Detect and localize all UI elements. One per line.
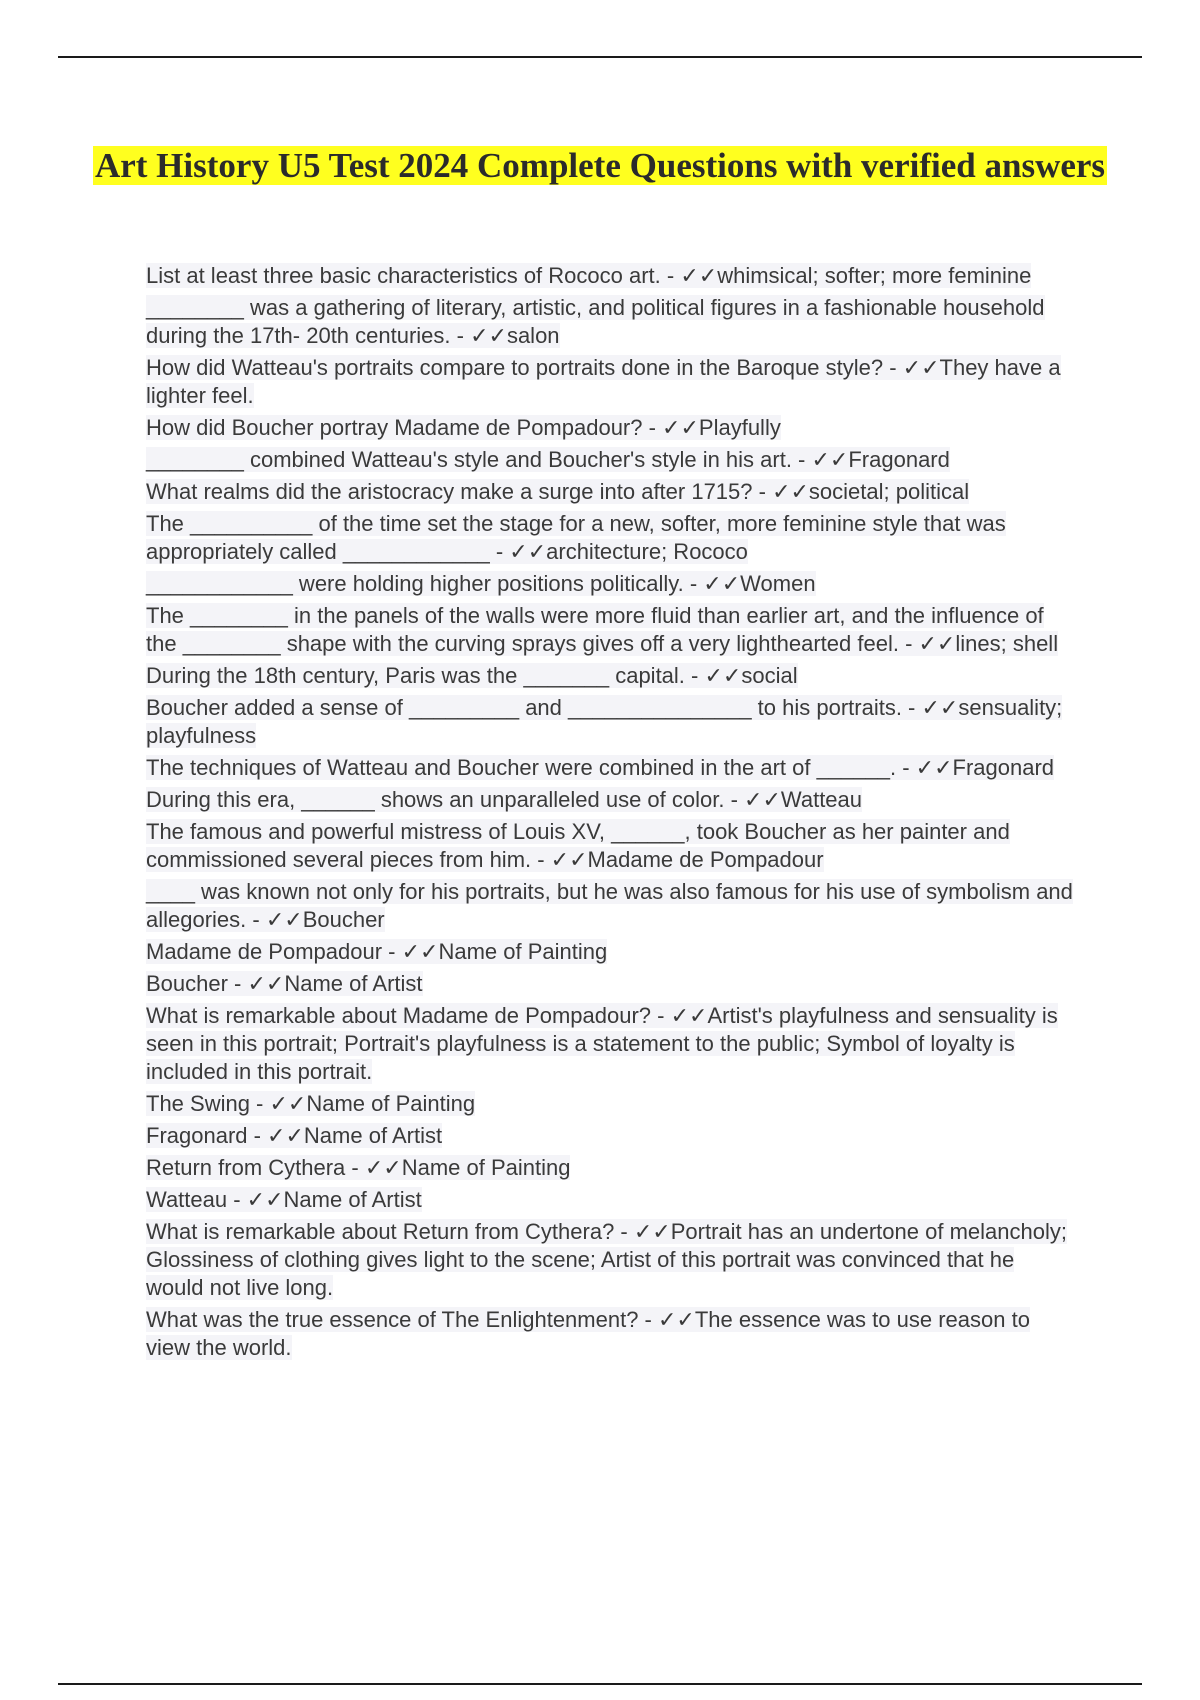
- qa-item: [146, 786, 1076, 814]
- qa-text: The __________ of the time set the stage for a new, softer, more feminine style that was appropriately called ____________ - ✓✓architecture; Rococo: [146, 511, 1006, 564]
- qa-text: List at least three basic characteristics of Rococo art. - ✓✓whimsical; softer; more feminine: [146, 263, 1032, 288]
- qa-item: [146, 1186, 1076, 1214]
- qa-item: [146, 938, 1076, 966]
- qa-text: What realms did the aristocracy make a surge into after 1715? - ✓✓societal; political: [146, 479, 970, 504]
- qa-item: [146, 1154, 1076, 1182]
- title-block: [60, 145, 1140, 187]
- qa-item: [146, 478, 1076, 506]
- qa-text: ____ was known not only for his portraits, but he was also famous for his use of symbolism and allegories. - ✓✓Boucher: [146, 879, 1073, 932]
- qa-text: ____________ were holding higher positions politically. - ✓✓Women: [146, 571, 816, 596]
- qa-item: [146, 602, 1076, 658]
- qa-text: The techniques of Watteau and Boucher were combined in the art of ______. - ✓✓Fragonard: [146, 755, 1055, 780]
- qa-item: [146, 818, 1076, 874]
- qa-text: Boucher added a sense of _________ and _______________ to his portraits. - ✓✓sensuality; playfulness: [146, 695, 1063, 748]
- qa-text: Return from Cythera - ✓✓Name of Painting: [146, 1155, 571, 1180]
- bottom-rule: [58, 1683, 1142, 1685]
- qa-text: What is remarkable about Return from Cythera? - ✓✓Portrait has an undertone of melancholy; Glossiness of clothing gives light to the scene; Artist of this portrait was convinced that he would not live long.: [146, 1219, 1067, 1300]
- qa-item: [146, 1122, 1076, 1150]
- qa-text: The famous and powerful mistress of Louis XV, ______, took Boucher as her painter and commissioned several pieces from him. - ✓✓Madame de Pompadour: [146, 819, 1010, 872]
- qa-list: [146, 262, 1076, 1366]
- qa-item: [146, 1002, 1076, 1086]
- qa-item: [146, 414, 1076, 442]
- qa-text: During the 18th century, Paris was the _______ capital. - ✓✓social: [146, 663, 798, 688]
- document-title: Art History U5 Test 2024 Complete Questions with verified answers: [94, 146, 1106, 185]
- qa-item: [146, 446, 1076, 474]
- qa-item: [146, 1306, 1076, 1362]
- top-rule: [58, 56, 1142, 58]
- qa-item: [146, 262, 1076, 290]
- qa-text: How did Boucher portray Madame de Pompadour? - ✓✓Playfully: [146, 415, 781, 440]
- qa-text: Madame de Pompadour - ✓✓Name of Painting: [146, 939, 608, 964]
- qa-item: [146, 662, 1076, 690]
- qa-item: [146, 354, 1076, 410]
- qa-text: During this era, ______ shows an unparalleled use of color. - ✓✓Watteau: [146, 787, 863, 812]
- qa-text: Watteau - ✓✓Name of Artist: [146, 1187, 422, 1212]
- qa-text: The Swing - ✓✓Name of Painting: [146, 1091, 476, 1116]
- qa-item: [146, 878, 1076, 934]
- qa-text: ________ combined Watteau's style and Boucher's style in his art. - ✓✓Fragonard: [146, 447, 950, 472]
- qa-item: [146, 510, 1076, 566]
- qa-item: [146, 570, 1076, 598]
- qa-text: How did Watteau's portraits compare to portraits done in the Baroque style? - ✓✓They have a lighter feel.: [146, 355, 1061, 408]
- qa-item: [146, 1218, 1076, 1302]
- qa-text: The ________ in the panels of the walls were more fluid than earlier art, and the influence of the ________ shape with the curving sprays gives off a very lighthearted feel. - ✓✓lines; shell: [146, 603, 1059, 656]
- qa-item: [146, 1090, 1076, 1118]
- qa-item: [146, 970, 1076, 998]
- qa-item: [146, 294, 1076, 350]
- qa-item: [146, 754, 1076, 782]
- qa-text: Fragonard - ✓✓Name of Artist: [146, 1123, 443, 1148]
- qa-text: ________ was a gathering of literary, artistic, and political figures in a fashionable household during the 17th- 20th centuries. - ✓✓salon: [146, 295, 1045, 348]
- qa-text: What is remarkable about Madame de Pompadour? - ✓✓Artist's playfulness and sensuality is seen in this portrait; Portrait's playfulness is a statement to the public; Symbol of loyalty is included in this portrait.: [146, 1003, 1058, 1084]
- qa-text: Boucher - ✓✓Name of Artist: [146, 971, 423, 996]
- qa-item: [146, 694, 1076, 750]
- qa-text: What was the true essence of The Enlightenment? - ✓✓The essence was to use reason to view the world.: [146, 1307, 1030, 1360]
